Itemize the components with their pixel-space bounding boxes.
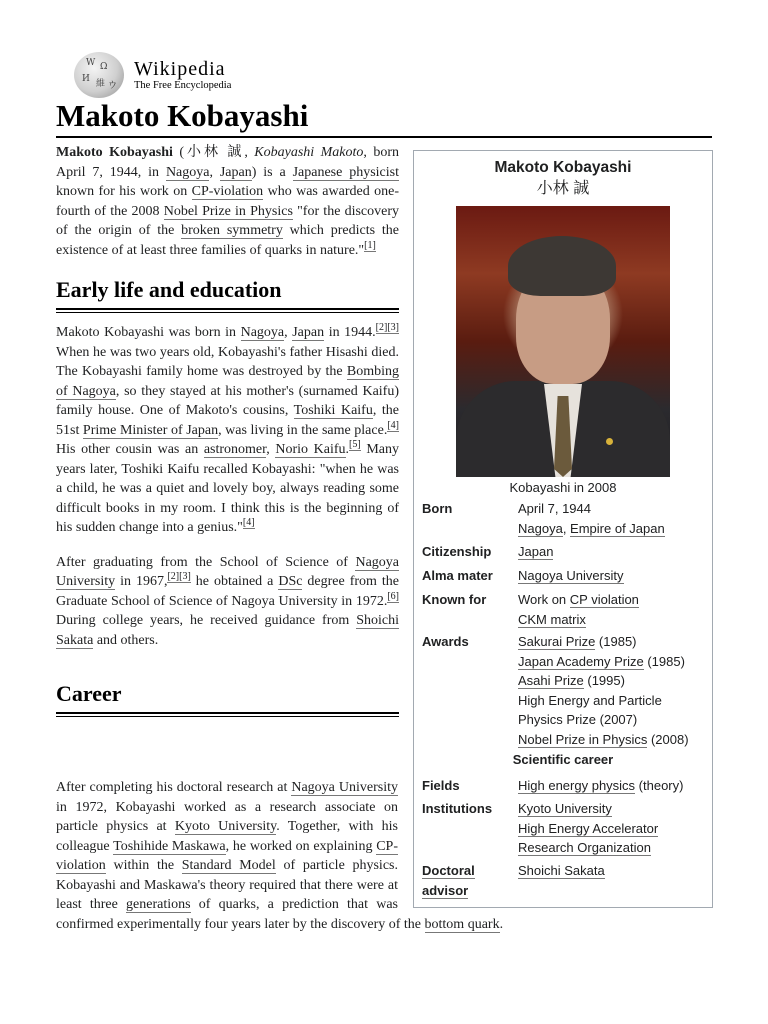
infobox-row-alma-mater <box>422 566 706 586</box>
early-life-paragraph-1 <box>56 323 399 538</box>
text: (1985) <box>643 653 685 669</box>
link-japanese-physicist[interactable]: Japanese physicist <box>292 164 399 180</box>
text: degree from the Graduate School of Science of Nagoya University in 1972. <box>56 574 399 609</box>
ref-2[interactable]: [2] <box>375 322 388 334</box>
link-cp-violation[interactable]: CP-violation <box>56 838 399 873</box>
text: Makoto Kobayashi was born in <box>56 325 241 340</box>
photo-hair <box>508 236 616 296</box>
link-kek[interactable]: High Energy Accelerator Research Organization <box>518 820 659 855</box>
link-nagoya-university[interactable]: Nagoya University <box>518 568 624 583</box>
infobox-row-citizenship <box>422 542 706 562</box>
text: (theory) <box>635 778 684 793</box>
text: he obtained a <box>190 574 279 589</box>
text: ) is a <box>251 164 293 180</box>
career-heading: Career <box>56 681 122 706</box>
infobox-title: Makoto Kobayashi <box>494 159 632 176</box>
link-dsc[interactable]: DSc <box>278 574 303 589</box>
link-nagoya[interactable]: Nagoya <box>240 325 285 340</box>
label: Institutions <box>422 801 493 816</box>
doctoral-advisor-label[interactable]: Doctoral advisor <box>422 863 475 898</box>
text: Many years later, Toshiki Kaifu recalled Kobayashi: "when he was a child, he was a quiet and lovely boy, always reading some difficult books in my room. I think this is the beginning of his sudden change into a genius." <box>56 442 399 535</box>
early-life-section-header <box>56 276 399 313</box>
text: During college years, he received guidance from <box>56 613 357 628</box>
link-sakurai-prize[interactable]: Sakurai Prize <box>518 634 596 649</box>
early-life-paragraph-2 <box>56 553 399 651</box>
link-prime-minister[interactable]: Prime Minister of Japan <box>82 422 219 438</box>
text: who was awarded one-fourth of the 2008 <box>56 184 399 219</box>
portrait-photo[interactable] <box>456 206 670 477</box>
text: and others. <box>93 632 159 648</box>
link-empire-of-japan[interactable]: Empire of Japan <box>570 520 665 536</box>
text: "for the discovery of the origin of the <box>56 203 400 238</box>
text: After graduating from the School of Science of <box>56 554 356 570</box>
link-standard-model[interactable]: Standard Model <box>181 858 276 873</box>
label: Citizenship <box>422 544 492 559</box>
text: in 1944. <box>324 325 376 340</box>
text: . <box>499 916 504 932</box>
text: , born April 7, 1944, in <box>56 145 399 180</box>
text: (2008) <box>647 731 689 747</box>
wikipedia-logo[interactable] <box>74 52 231 98</box>
ref-3[interactable]: [3] <box>387 322 399 334</box>
link-bottom-quark[interactable]: bottom quark <box>424 916 500 932</box>
infobox-native-name: 小林 誠 <box>536 180 590 197</box>
section-divider <box>56 308 399 313</box>
link-japan[interactable]: Japan <box>518 544 554 559</box>
link-broken-symmetry[interactable]: broken symmetry <box>181 223 283 238</box>
section-divider <box>56 712 399 717</box>
text: in 1972, Kobayashi worked as a research associate on particle physics at <box>56 799 398 834</box>
ref-4[interactable]: [4] <box>387 419 399 431</box>
label <box>422 861 518 900</box>
text: . Together, with his colleague <box>56 819 398 854</box>
text: , he worked on explaining <box>225 838 377 854</box>
link-nagoya-university[interactable]: Nagoya University <box>291 780 398 795</box>
wordmark-tagline: The Free Encyclopedia <box>134 79 232 91</box>
ref-2[interactable]: [2] <box>167 571 180 583</box>
link-japan-academy-prize[interactable]: Japan Academy Prize <box>518 653 644 669</box>
link-shoichi-sakata[interactable]: Shoichi Sakata <box>518 863 605 878</box>
born-date: April 7, 1944 <box>518 501 591 516</box>
link-bombing-of-nagoya[interactable]: Bombing of Nagoya <box>56 364 399 399</box>
link-high-energy-physics[interactable]: High energy physics <box>518 778 636 793</box>
link-nagoya[interactable]: Nagoya <box>165 164 210 180</box>
link-japan[interactable]: Japan <box>292 325 325 340</box>
link-nobel-prize[interactable]: Nobel Prize in Physics <box>163 203 293 219</box>
early-life-heading: Early life and education <box>56 277 282 302</box>
link-shoichi-sakata[interactable]: Shoichi Sakata <box>56 613 399 648</box>
infobox-row-known-for <box>422 590 706 629</box>
link-norio-kaifu[interactable]: Norio Kaifu <box>275 442 346 457</box>
ref-6[interactable]: [6] <box>387 590 399 602</box>
text: which predicts the existence of at least three families of quarks in nature." <box>56 223 399 258</box>
infobox-row-born <box>422 499 706 538</box>
link-nagoya-university[interactable]: Nagoya University <box>56 554 399 589</box>
link-japan[interactable]: Japan <box>219 164 252 180</box>
text: (1985) <box>595 634 637 649</box>
native-name: 小林 誠 <box>184 145 245 160</box>
text: of quarks, a prediction that was confirmed experimentally four years later by the discovery of the <box>56 897 425 932</box>
text: ( <box>172 145 185 160</box>
text: . <box>345 442 350 457</box>
text: , so they stayed at his mother's (surnamed Kaifu) family house. One of Makoto's cousins, <box>56 383 400 418</box>
label: Alma mater <box>422 568 493 583</box>
link-astronomer[interactable]: astronomer <box>203 442 267 457</box>
text: Work on <box>518 592 570 607</box>
title-divider <box>56 136 712 138</box>
link-kyoto-university[interactable]: Kyoto University <box>518 801 612 816</box>
infobox-row-awards <box>422 632 706 749</box>
award-hepp-prize: High Energy and Particle Physics Prize (2007) <box>518 692 662 727</box>
link-kyoto-university[interactable]: Kyoto University <box>174 819 277 834</box>
label: Fields <box>422 778 460 793</box>
text: of particle physics. Kobayashi and Maskawa's theory required that there were at least three <box>56 858 398 912</box>
infobox <box>413 150 713 908</box>
text: (1995) <box>583 673 625 688</box>
article-column <box>56 143 399 727</box>
text: , <box>209 164 220 180</box>
text: , <box>562 520 571 536</box>
ref-3[interactable]: [3] <box>179 571 191 583</box>
ref-4[interactable]: [4] <box>242 517 255 529</box>
link-toshiki-kaifu[interactable]: Toshiki Kaifu <box>293 403 373 418</box>
romaji-name: Kobayashi Makoto <box>254 145 364 160</box>
text: , was living in the same place. <box>218 422 388 438</box>
lead-paragraph <box>56 143 399 260</box>
text: within the <box>105 858 182 873</box>
text: in 1967, <box>115 574 168 589</box>
text: After completing his doctoral research at <box>56 780 292 795</box>
wikipedia-globe-icon: W Ω И 維 ウ <box>74 52 124 98</box>
link-nagoya[interactable]: Nagoya <box>518 520 563 536</box>
text: , <box>244 145 255 160</box>
infobox-row-doctoral-advisor <box>422 861 706 900</box>
text: , <box>266 442 276 457</box>
link-cp-violation[interactable]: CP-violation <box>191 184 264 199</box>
link-nobel-prize[interactable]: Nobel Prize in Physics <box>518 731 648 747</box>
link-cp-violation[interactable]: CP violation <box>569 592 639 607</box>
wordmark-title: Wikipedia <box>134 57 226 80</box>
infobox-row-institutions <box>422 799 706 858</box>
text: , the 51st <box>56 403 399 438</box>
label: Known for <box>422 592 487 607</box>
label: Born <box>422 501 453 516</box>
scientific-career-header: Scientific career <box>512 752 614 767</box>
link-ckm-matrix[interactable]: CKM matrix <box>518 611 586 627</box>
infobox-row-fields <box>422 776 706 796</box>
label: Awards <box>422 634 469 649</box>
ref-1[interactable]: [1] <box>364 239 376 251</box>
page-title: Makoto Kobayashi <box>56 98 309 133</box>
text: , <box>284 325 293 340</box>
link-generations[interactable]: generations <box>126 897 191 912</box>
career-section-header <box>56 680 399 717</box>
text: known for his work on <box>56 184 192 199</box>
photo-caption: Kobayashi in 2008 <box>509 480 617 495</box>
lead-bold-name: Makoto Kobayashi <box>56 145 173 160</box>
ref-5[interactable]: [5] <box>349 439 361 451</box>
link-toshihide-maskawa[interactable]: Toshihide Maskawa <box>113 838 226 854</box>
text: When he was two years old, Kobayashi's father Hisashi died. The Kobayashi family home was destroyed by the <box>56 344 399 379</box>
link-asahi-prize[interactable]: Asahi Prize <box>518 673 584 688</box>
text: His other cousin was an <box>56 442 204 457</box>
photo-lapel-pin <box>606 438 613 445</box>
